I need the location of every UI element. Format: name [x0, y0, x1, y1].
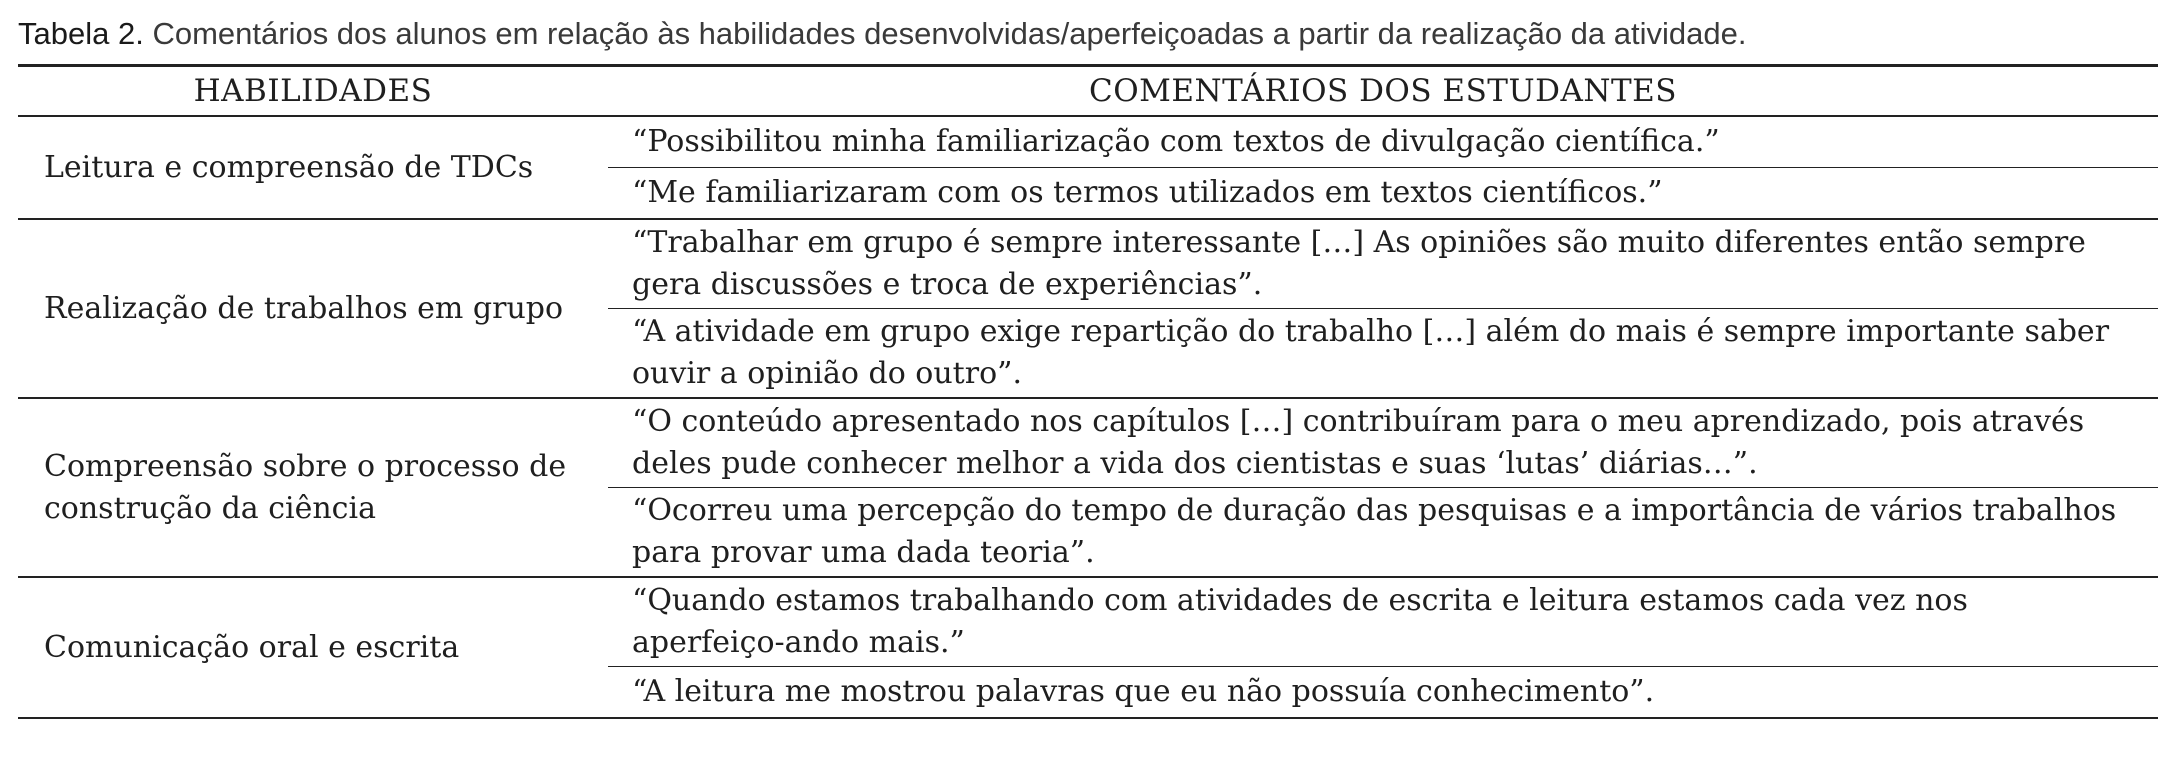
table-row — [18, 577, 2158, 667]
comment-cell: “Me familiarizaram com os termos utilizados em textos científicos.” — [608, 168, 2158, 220]
skill-cell: Comunicação oral e escrita — [18, 577, 608, 718]
skill-cell: Realização de trabalhos em grupo — [18, 219, 608, 398]
table-row — [18, 398, 2158, 488]
caption-text: Comentários dos alunos em relação às habilidades desenvolvidas/aperfeiçoadas a partir da realização da atividade. — [152, 16, 1747, 51]
header-habilidades: HABILIDADES — [18, 66, 608, 117]
caption-label: Tabela 2. — [18, 16, 144, 51]
comment-cell: “O conteúdo apresentado nos capítulos […] contribuíram para o meu aprendizado, pois através deles pude conhecer melhor a vida dos cientistas e suas ‘lutas’ diárias…”. — [608, 398, 2158, 488]
header-comentarios: COMENTÁRIOS DOS ESTUDANTES — [608, 66, 2158, 117]
table-row — [18, 116, 2158, 168]
comment-cell: “Trabalhar em grupo é sempre interessante […] As opiniões são muito diferentes então sempre gera discussões e troca de experiências”. — [608, 219, 2158, 309]
comment-cell: “A atividade em grupo exige repartição do trabalho […] além do mais é sempre importante saber ouvir a opinião do outro”. — [608, 309, 2158, 399]
table-row — [18, 219, 2158, 309]
skill-cell: Compreensão sobre o processo de construção da ciência — [18, 398, 608, 577]
comment-cell: “Quando estamos trabalhando com atividades de escrita e leitura estamos cada vez nos aperfeiço-ando mais.” — [608, 577, 2158, 667]
skill-cell: Leitura e compreensão de TDCs — [18, 116, 608, 219]
table-caption — [18, 14, 2158, 54]
comment-cell: “Ocorreu uma percepção do tempo de duração das pesquisas e a importância de vários trabalhos para provar uma dada teoria”. — [608, 488, 2158, 578]
comment-cell: “A leitura me mostrou palavras que eu não possuía conhecimento”. — [608, 667, 2158, 719]
comments-table — [18, 64, 2158, 719]
table-header-row — [18, 66, 2158, 117]
comment-cell: “Possibilitou minha familiarização com textos de divulgação científica.” — [608, 116, 2158, 168]
